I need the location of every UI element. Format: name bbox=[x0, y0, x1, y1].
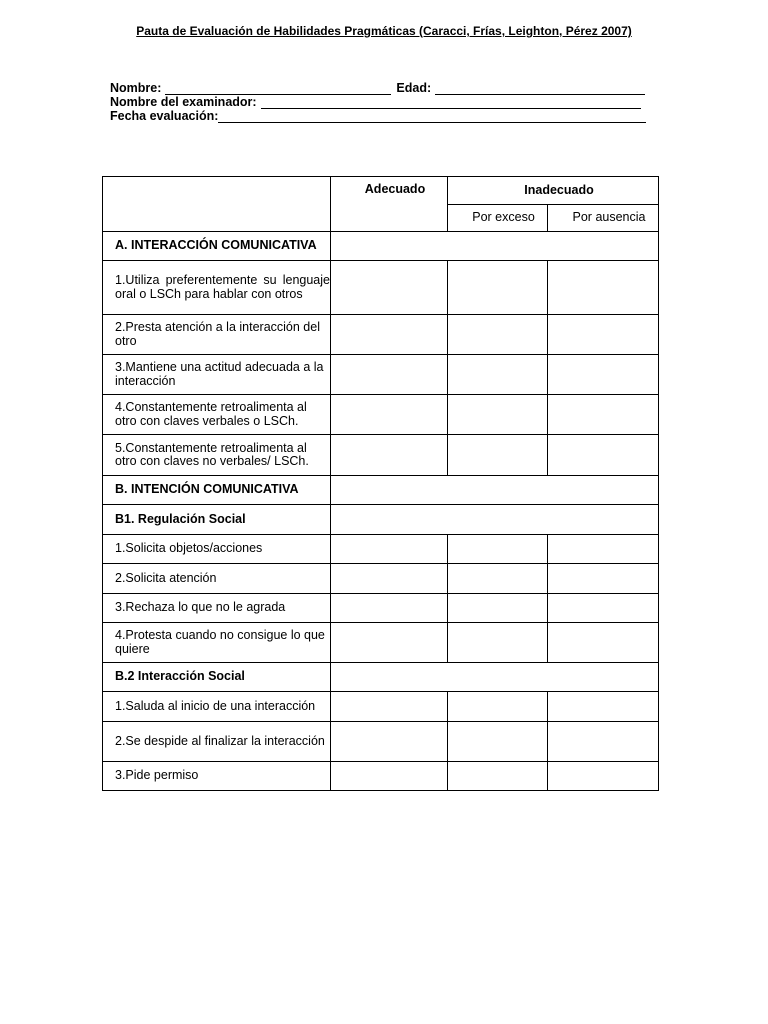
section-blank-cell bbox=[331, 232, 659, 261]
item-label: 3.Mantiene una actitud adecuada a la interacción bbox=[103, 355, 331, 395]
fecha-label: Fecha evaluación: bbox=[110, 109, 219, 123]
por-ausencia-cell[interactable] bbox=[548, 261, 659, 315]
adecuado-cell[interactable] bbox=[331, 722, 448, 762]
col-adecuado: Adecuado bbox=[331, 177, 448, 232]
table-row bbox=[103, 315, 659, 355]
document-title: Pauta de Evaluación de Habilidades Pragmáticas (Caracci, Frías, Leighton, Pérez 2007) bbox=[136, 24, 632, 38]
adecuado-cell[interactable] bbox=[331, 623, 448, 663]
fecha-field[interactable] bbox=[218, 109, 646, 123]
col-por-exceso: Por exceso bbox=[448, 205, 548, 232]
subsection-b1-heading: B1. Regulación Social bbox=[103, 505, 331, 535]
section-row bbox=[103, 663, 659, 692]
nombre-row bbox=[110, 80, 645, 95]
adecuado-cell[interactable] bbox=[331, 261, 448, 315]
por-exceso-cell[interactable] bbox=[448, 315, 548, 355]
item-label: 1.Saluda al inicio de una interacción bbox=[103, 692, 331, 722]
section-row bbox=[103, 476, 659, 505]
por-ausencia-cell[interactable] bbox=[548, 355, 659, 395]
table-row bbox=[103, 623, 659, 663]
table-row bbox=[103, 762, 659, 791]
por-exceso-cell[interactable] bbox=[448, 692, 548, 722]
section-blank-cell bbox=[331, 505, 659, 535]
por-exceso-cell[interactable] bbox=[448, 355, 548, 395]
edad-field[interactable] bbox=[435, 81, 645, 95]
col-inadecuado: Inadecuado bbox=[448, 177, 659, 205]
adecuado-cell[interactable] bbox=[331, 435, 448, 476]
item-label: 2.Solicita atención bbox=[103, 564, 331, 594]
por-exceso-cell[interactable] bbox=[448, 594, 548, 623]
item-label: 1.Solicita objetos/acciones bbox=[103, 535, 331, 564]
table-row bbox=[103, 594, 659, 623]
evaluation-table bbox=[102, 176, 659, 791]
por-exceso-cell[interactable] bbox=[448, 722, 548, 762]
table-row bbox=[103, 692, 659, 722]
nombre-label: Nombre: bbox=[110, 81, 162, 95]
edad-label: Edad: bbox=[396, 81, 432, 95]
nombre-field[interactable] bbox=[165, 81, 391, 95]
adecuado-cell[interactable] bbox=[331, 535, 448, 564]
subsection-b2-heading: B.2 Interacción Social bbox=[103, 663, 331, 692]
adecuado-cell[interactable] bbox=[331, 395, 448, 435]
por-ausencia-cell[interactable] bbox=[548, 762, 659, 791]
por-exceso-cell[interactable] bbox=[448, 435, 548, 476]
item-label: 2.Presta atención a la interacción del otro bbox=[103, 315, 331, 355]
item-label: 5.Constantemente retroalimenta al otro con claves no verbales/ LSCh. bbox=[103, 435, 331, 476]
por-exceso-cell[interactable] bbox=[448, 395, 548, 435]
adecuado-cell[interactable] bbox=[331, 315, 448, 355]
por-ausencia-cell[interactable] bbox=[548, 594, 659, 623]
por-ausencia-cell[interactable] bbox=[548, 623, 659, 663]
adecuado-cell[interactable] bbox=[331, 355, 448, 395]
section-a-heading: A. INTERACCIÓN COMUNICATIVA bbox=[103, 232, 331, 261]
item-label: 3.Pide permiso bbox=[103, 762, 331, 791]
header-blank-cell bbox=[103, 177, 331, 232]
examinador-field[interactable] bbox=[261, 95, 641, 109]
section-row bbox=[103, 232, 659, 261]
por-ausencia-cell[interactable] bbox=[548, 315, 659, 355]
table-row bbox=[103, 435, 659, 476]
section-b-heading: B. INTENCIÓN COMUNICATIVA bbox=[103, 476, 331, 505]
adecuado-cell[interactable] bbox=[331, 564, 448, 594]
table-row bbox=[103, 535, 659, 564]
item-label: 3.Rechaza lo que no le agrada bbox=[103, 594, 331, 623]
item-label: 1.Utiliza preferentemente su lenguaje oral o LSCh para hablar con otros bbox=[103, 261, 331, 315]
section-row bbox=[103, 505, 659, 535]
por-exceso-cell[interactable] bbox=[448, 623, 548, 663]
section-blank-cell bbox=[331, 663, 659, 692]
por-exceso-cell[interactable] bbox=[448, 762, 548, 791]
table-row bbox=[103, 355, 659, 395]
item-label: 4.Protesta cuando no consigue lo que quiere bbox=[103, 623, 331, 663]
adecuado-cell[interactable] bbox=[331, 762, 448, 791]
header-row bbox=[103, 177, 659, 205]
section-blank-cell bbox=[331, 476, 659, 505]
table-row bbox=[103, 564, 659, 594]
por-exceso-cell[interactable] bbox=[448, 535, 548, 564]
por-ausencia-cell[interactable] bbox=[548, 435, 659, 476]
adecuado-cell[interactable] bbox=[331, 594, 448, 623]
por-ausencia-cell[interactable] bbox=[548, 564, 659, 594]
por-ausencia-cell[interactable] bbox=[548, 535, 659, 564]
examinador-label: Nombre del examinador: bbox=[110, 95, 257, 109]
por-ausencia-cell[interactable] bbox=[548, 395, 659, 435]
table-row bbox=[103, 722, 659, 762]
table-row bbox=[103, 395, 659, 435]
item-label: 4.Constantemente retroalimenta al otro con claves verbales o LSCh. bbox=[103, 395, 331, 435]
col-por-ausencia: Por ausencia bbox=[548, 205, 659, 232]
examinador-row bbox=[110, 94, 641, 109]
por-ausencia-cell[interactable] bbox=[548, 692, 659, 722]
por-exceso-cell[interactable] bbox=[448, 564, 548, 594]
por-ausencia-cell[interactable] bbox=[548, 722, 659, 762]
table-row bbox=[103, 261, 659, 315]
item-label: 2.Se despide al finalizar la interacción bbox=[103, 722, 331, 762]
adecuado-cell[interactable] bbox=[331, 692, 448, 722]
fecha-row bbox=[110, 108, 646, 123]
por-exceso-cell[interactable] bbox=[448, 261, 548, 315]
